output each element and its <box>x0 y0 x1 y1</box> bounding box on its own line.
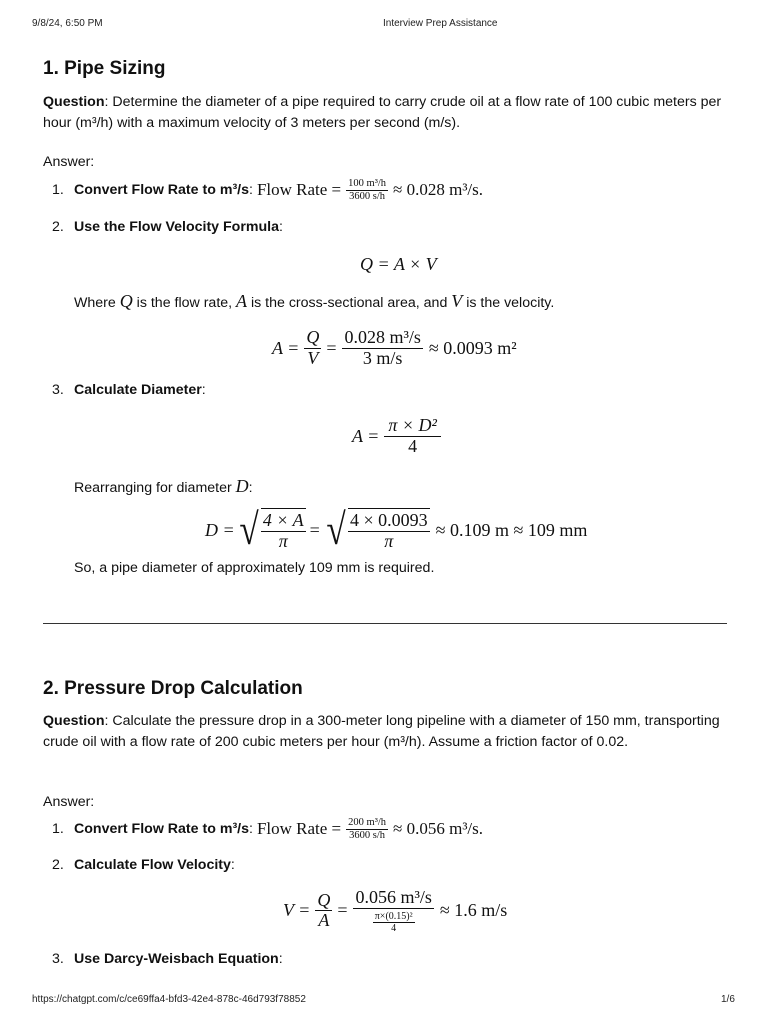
var-q: Q <box>119 291 133 311</box>
var-v: V <box>451 291 463 311</box>
formula-q-av: Q = A × V <box>360 254 437 274</box>
section1-heading: 1. Pipe Sizing <box>43 58 166 79</box>
section1-question <box>43 92 733 134</box>
question-label: Question <box>43 713 105 729</box>
section1-step3 <box>52 382 206 398</box>
question-label: Question <box>43 94 105 110</box>
section2-answer-label: Answer: <box>43 794 95 810</box>
fraction-denominator <box>371 909 417 934</box>
velocity-equation <box>283 888 507 934</box>
step-label: Calculate Flow Velocity <box>74 857 231 873</box>
rearrange-text: Rearranging for diameter <box>74 480 236 496</box>
where-text: Where <box>74 295 120 311</box>
flow-rate-fraction <box>346 178 388 202</box>
section2-heading: 2. Pressure Drop Calculation <box>43 678 303 699</box>
step-number: 3. <box>52 951 64 967</box>
fraction-denominator: π <box>384 531 394 551</box>
fraction-denominator: 3600 s/h <box>349 829 386 841</box>
area-equation <box>272 328 517 369</box>
section2-question <box>43 711 733 753</box>
fraction-q-over-a <box>315 891 332 932</box>
nested-numerator: π×(0.15)² <box>374 910 413 922</box>
flow-rate-result: ≈ 0.056 m³/s. <box>393 819 484 839</box>
section-divider <box>43 623 727 624</box>
sqrt-4a-over-pi <box>237 505 306 554</box>
where-text: is the flow rate, <box>132 295 237 311</box>
section2-step3 <box>52 951 283 967</box>
fraction-numerator: 4 × 0.0093 <box>349 510 428 531</box>
colon: : <box>248 480 253 496</box>
step-sep: : <box>278 219 283 235</box>
section1-step2 <box>52 219 283 235</box>
fraction-numerator: 100 m³/h <box>348 178 387 189</box>
print-datetime: 9/8/24, 6:50 PM <box>32 18 103 29</box>
question-text: : Determine the diameter of a pipe required to carry crude oil at a flow rate of 100 cubic meters per hour (m³/h) with a maximum velocity of 3 meters per second (m/s). <box>43 94 722 131</box>
sqrt-values <box>324 505 430 554</box>
where-text: is the cross-sectional area, and <box>247 295 452 311</box>
fraction-numerator: 0.056 m³/s <box>355 887 432 907</box>
print-url: https://chatgpt.com/c/ce69ffa4-bfd3-42e4-878c-46d793f78852 <box>32 994 306 1005</box>
result: ≈ 0.0093 m² <box>428 337 517 358</box>
fraction-denominator: 4 <box>408 435 418 456</box>
step-number: 2. <box>52 857 64 873</box>
fraction-denominator: 3600 s/h <box>349 190 386 202</box>
step-number: 1. <box>52 821 64 838</box>
flow-rate-result: ≈ 0.028 m³/s. <box>393 180 484 200</box>
step-sep: : <box>249 182 253 199</box>
step-sep: : <box>230 857 235 873</box>
nested-denominator: 4 <box>391 922 397 934</box>
result: ≈ 0.109 m ≈ 109 mm <box>435 519 588 540</box>
flow-rate-text: Flow Rate = <box>256 819 342 839</box>
step-label: Convert Flow Rate to m³/s <box>74 821 249 838</box>
fraction-values <box>353 888 433 934</box>
step-label: Calculate Diameter <box>74 382 202 398</box>
lhs: A = <box>272 337 300 358</box>
fraction-numerator: Q <box>306 327 320 347</box>
equals: = <box>309 519 320 540</box>
question-text: : Calculate the pressure drop in a 300-meter long pipeline with a diameter of 150 mm, transporting crude oil with a flow rate of 200 cubic meters per hour (m³/h). Assume a friction factor of 0.02. <box>43 713 720 750</box>
lhs: V = <box>283 900 311 921</box>
fraction-values <box>342 328 422 369</box>
section2-step2 <box>52 857 235 873</box>
print-page-number: 1/6 <box>721 994 735 1005</box>
section1-conclusion: So, a pipe diameter of approximately 109 mm is required. <box>74 560 435 576</box>
step-sep: : <box>278 951 283 967</box>
step-number: 2. <box>52 219 64 235</box>
sqrt-icon: √ <box>326 505 346 554</box>
step-number: 1. <box>52 182 64 199</box>
rearrange-sentence <box>74 476 253 499</box>
area-diameter-equation <box>352 416 441 457</box>
equals: = <box>326 337 337 358</box>
fraction-pi-d2 <box>384 416 441 457</box>
fraction-denominator: 3 m/s <box>362 347 403 368</box>
step-label: Convert Flow Rate to m³/s <box>74 182 249 199</box>
fraction-numerator: 0.028 m³/s <box>344 327 421 347</box>
fraction-numerator: Q <box>317 889 331 910</box>
step-number: 3. <box>52 382 64 398</box>
diameter-equation <box>205 505 588 554</box>
fraction-denominator: V <box>307 347 319 368</box>
section1-step1 <box>52 178 483 202</box>
section1-answer-label: Answer: <box>43 154 95 170</box>
where-sentence <box>74 291 554 314</box>
result: ≈ 1.6 m/s <box>439 900 508 921</box>
fraction-numerator: π × D² <box>384 416 441 437</box>
step-label: Use Darcy-Weisbach Equation <box>74 951 279 967</box>
equals: = <box>337 900 348 921</box>
flow-rate-fraction <box>346 817 388 841</box>
fraction-values <box>348 511 430 552</box>
var-d: D <box>235 476 249 496</box>
fraction-4a-pi <box>261 511 306 552</box>
where-text: is the velocity. <box>462 295 555 311</box>
step-label: Use the Flow Velocity Formula <box>74 219 279 235</box>
fraction-numerator: 200 m³/h <box>348 817 387 828</box>
fraction-denominator: A <box>318 910 330 931</box>
var-a: A <box>236 291 248 311</box>
fraction-denominator: π <box>278 531 288 551</box>
lhs: D = <box>205 519 235 540</box>
flow-rate-text: Flow Rate = <box>256 180 342 200</box>
step-sep: : <box>249 821 253 838</box>
fraction-q-over-v <box>304 328 321 369</box>
section2-step1 <box>52 817 483 841</box>
sqrt-icon: √ <box>239 505 259 554</box>
fraction-numerator: 4 × A <box>262 510 304 531</box>
print-title: Interview Prep Assistance <box>383 18 498 29</box>
step-sep: : <box>201 382 206 398</box>
lhs: A = <box>352 425 380 446</box>
